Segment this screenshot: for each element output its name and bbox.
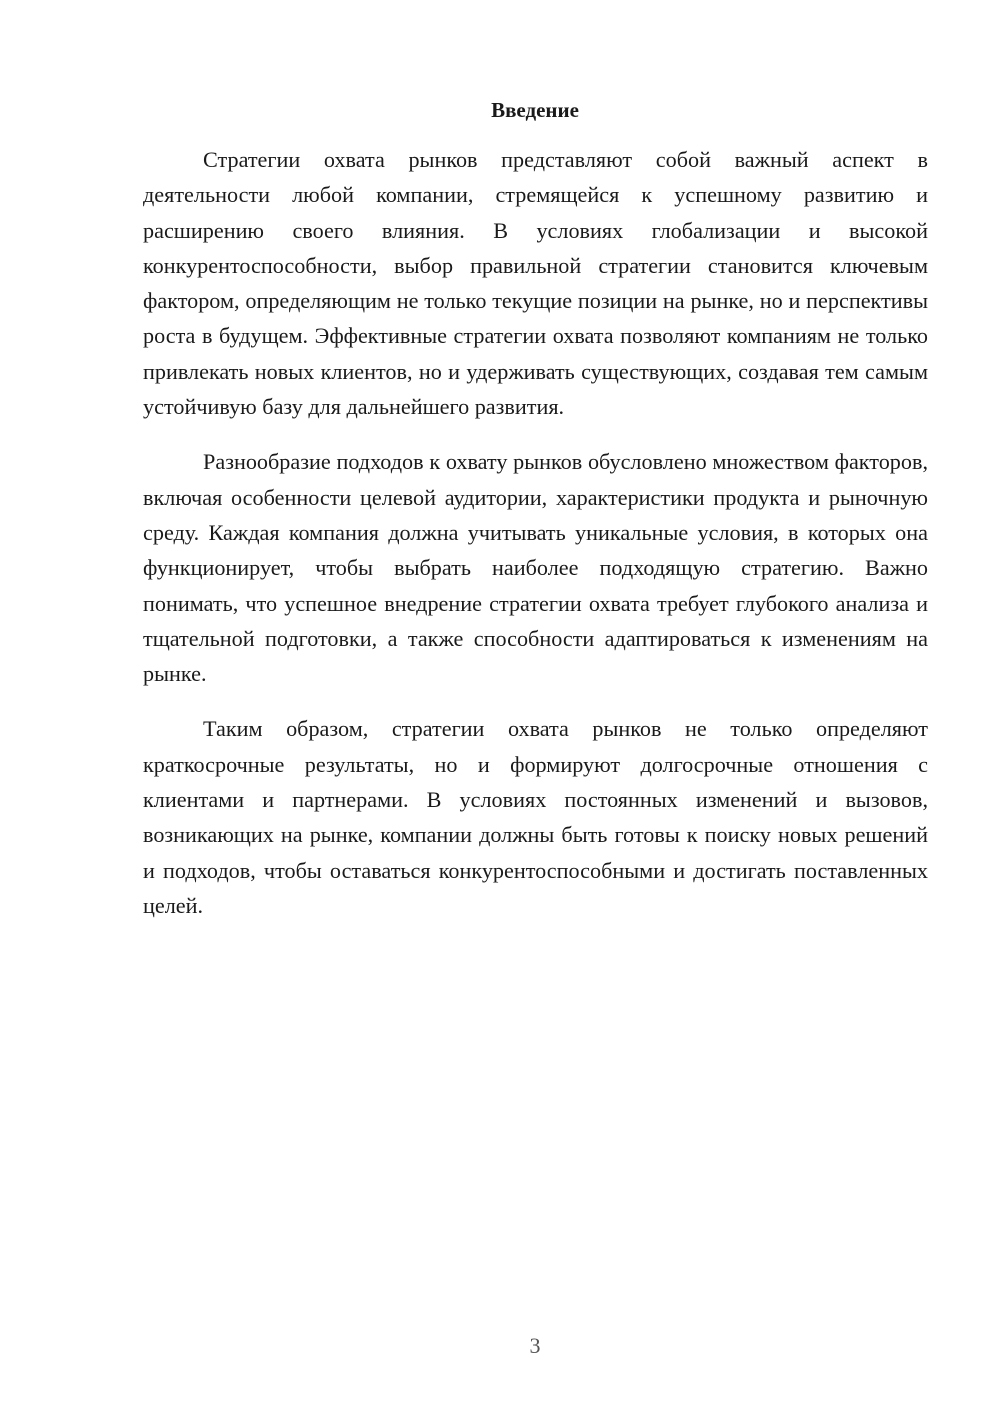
paragraph-1: Стратегии охвата рынков представляют собой важный аспект в деятельности любой компании, стремящейся к успешному развитию и расширению своего влияния. В условиях глобализации и высокой конкурентоспособности, выбор правильной стратегии становится ключевым фактором, определяющим не только текущие позиции на рынке, но и перспективы роста в будущем. Эффективные стратегии охвата позволяют компаниям не только привлекать новых клиентов, но и удерживать существующих, создавая тем самым устойчивую базу для дальнейшего развития. — [143, 147, 928, 420]
paragraph-3: Таким образом, стратегии охвата рынков не только определяют краткосрочные результаты, но и формируют долгосрочные отношения с клиентами и партнерами. В условиях постоянных изменений и вызовов, возникающих на рынке, компании должны быть готовы к поиску новых решений и подходов, чтобы оставаться конкурентоспособными и достигать поставленных целей. — [143, 716, 928, 918]
page-number: 3 — [529, 1333, 541, 1358]
paragraph-2: Разнообразие подходов к охвату рынков обусловлено множеством факторов, включая особенности целевой аудитории, характеристики продукта и рыночную среду. Каждая компания должна учитывать уникальные условия, в которых она функционирует, чтобы выбрать наиболее подходящую стратегию. Важно понимать, что успешное внедрение стратегии охвата требует глубокого анализа и тщательной подготовки, а также способности адаптироваться к изменениям на рынке. — [143, 449, 928, 687]
section-heading: Введение — [491, 98, 579, 122]
body-text — [143, 142, 928, 943]
